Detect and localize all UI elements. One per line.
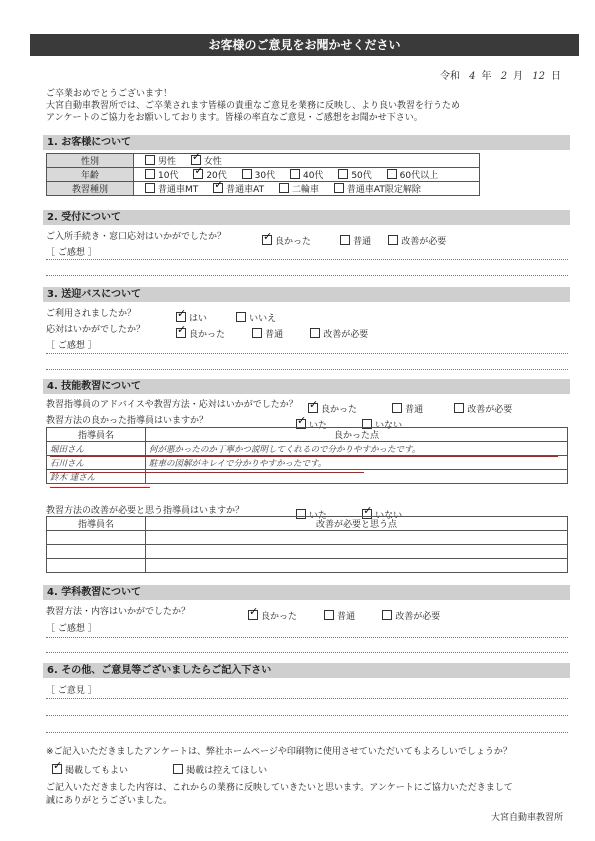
checkbox-checked[interactable] — [176, 328, 186, 338]
publish-note: ※ご記入いただきましたアンケートは、弊社ホームページや印刷物に使用させていただいてもよろしいでしょうか？ — [46, 747, 512, 757]
section-2-header: 2. 受付について — [43, 210, 570, 225]
reception-options — [262, 229, 458, 248]
table-header — [47, 517, 568, 531]
option-label: 普通 — [265, 330, 284, 340]
red-underline — [50, 487, 150, 488]
option-mt[interactable] — [145, 182, 198, 195]
checkbox[interactable] — [382, 610, 392, 620]
intro-line: アンケートのご協力をお願いしております。皆様の率直なご意見・ご感想をお聞かせ下さい。 — [46, 113, 423, 123]
instructor-name[interactable] — [47, 545, 146, 559]
comment-line[interactable] — [46, 353, 568, 354]
col-header-name: 指導員名 — [47, 517, 146, 531]
checkbox[interactable] — [324, 610, 334, 620]
checkbox[interactable] — [387, 169, 397, 179]
instructor-name[interactable]: 鈴木 達さん — [47, 470, 146, 484]
checkbox[interactable] — [310, 328, 320, 338]
intro-line: 大宮自動車教習所では、ご卒業されます皆様の貴重なご意見を業務に反映し、より良い教習を行うため — [46, 101, 461, 111]
gender-row — [47, 154, 480, 168]
skill-advice-question: 教習指導員のアドバイスや教習方法・応対はいかがでしたか？ — [46, 400, 298, 410]
option-label: いない — [375, 421, 403, 431]
bus-comment-label: ［ ご感想 ］ — [46, 341, 97, 351]
checkbox[interactable] — [290, 169, 300, 179]
date-year[interactable]: 4 — [469, 71, 476, 82]
col-header-improve: 改善が必要と思う点 — [146, 517, 568, 531]
option-improve[interactable] — [310, 327, 368, 340]
checkbox-checked[interactable] — [213, 183, 223, 193]
option-normal[interactable] — [324, 609, 355, 622]
option-label: いない — [375, 511, 403, 521]
checkbox-checked[interactable] — [193, 169, 203, 179]
option-label: 30代 — [254, 171, 276, 181]
option-60s[interactable] — [387, 168, 438, 181]
customer-info-table — [46, 153, 480, 196]
option-label: 良かった — [321, 405, 358, 415]
lecture-comment-label: ［ ご感想 ］ — [46, 624, 97, 634]
option-label: 女性 — [203, 157, 222, 167]
intro-text — [46, 88, 566, 124]
form-title: お客様のご意見をお聞かせください — [30, 34, 579, 56]
other-comment-label: ［ ご意見 ］ — [46, 686, 97, 696]
bad-instructor-table — [46, 516, 568, 573]
option-publish-no[interactable] — [173, 763, 267, 776]
checkbox[interactable] — [145, 155, 155, 165]
option-label: 良かった — [275, 237, 312, 247]
red-underline — [50, 472, 364, 473]
thanks-line: 誠にありがとうございました。 — [46, 796, 173, 806]
table-row — [47, 456, 568, 470]
option-label: 普通車MT — [158, 185, 199, 195]
checkbox-checked[interactable] — [176, 312, 186, 322]
section-5-header: 4. 学科教習について — [43, 585, 570, 600]
col-header-name: 指導員名 — [47, 428, 146, 442]
option-label: 40代 — [302, 171, 324, 181]
checkbox[interactable] — [145, 169, 155, 179]
school-name: 大宮自動車教習所 — [490, 813, 563, 823]
improve-point[interactable] — [146, 531, 568, 545]
date-day[interactable]: 12 — [532, 71, 545, 82]
comment-line[interactable] — [46, 259, 568, 260]
red-underline — [50, 456, 558, 457]
option-label: 改善が必要 — [401, 237, 447, 247]
table-header — [47, 428, 568, 442]
instructor-name[interactable] — [47, 559, 146, 573]
option-label: はい — [189, 314, 208, 324]
checkbox[interactable] — [340, 235, 350, 245]
section-3-header: 3. 送迎バスについて — [43, 287, 570, 302]
option-at-release[interactable] — [334, 182, 421, 195]
date-month-label: 月 — [513, 71, 524, 82]
option-label: いた — [309, 421, 328, 431]
checkbox-checked[interactable] — [308, 403, 318, 413]
checkbox[interactable] — [338, 169, 348, 179]
option-improve[interactable] — [388, 234, 446, 247]
row-label: 性別 — [47, 154, 134, 168]
option-improve[interactable] — [382, 609, 440, 622]
option-label: 掲載してもよい — [65, 766, 129, 776]
section-4-header: 4. 技能教習について — [43, 379, 570, 394]
comment-line[interactable] — [46, 637, 568, 638]
age-options — [134, 168, 480, 182]
row-label: 教習種別 — [47, 182, 134, 196]
lecture-options — [248, 604, 452, 623]
option-label: 二輪車 — [291, 185, 319, 195]
option-label: 10代 — [158, 171, 179, 181]
option-40s[interactable] — [290, 168, 323, 181]
option-label: 改善が必要 — [395, 612, 441, 622]
intro-line: ご卒業おめでとうございます！ — [46, 89, 173, 99]
date-day-label: 日 — [551, 71, 561, 82]
reception-question: ご入所手続き・窓口応対はいかがでしたか？ — [46, 232, 227, 242]
bus-service-options — [176, 322, 380, 341]
good-instructor-question: 教習方法の良かった指導員はいますか？ — [46, 416, 209, 426]
option-label: 60代以上 — [399, 171, 439, 181]
comment-line[interactable] — [46, 715, 568, 716]
good-point[interactable]: 何が悪かったのか丁寧かつ説明してくれるので分かりやすかったです。 — [146, 442, 568, 456]
age-row — [47, 168, 480, 182]
option-label: 20代 — [206, 171, 227, 181]
instructor-name[interactable] — [47, 531, 146, 545]
option-label: 掲載は控えてほしい — [186, 766, 268, 776]
option-label: いた — [309, 511, 328, 521]
section-1-header: 1. お客様について — [43, 135, 570, 150]
option-improve[interactable] — [454, 402, 512, 415]
checkbox[interactable] — [392, 403, 402, 413]
option-label: 50代 — [351, 171, 372, 181]
date-year-label: 年 — [481, 71, 492, 82]
option-good[interactable] — [176, 327, 225, 340]
comment-line[interactable] — [46, 369, 568, 370]
option-good[interactable] — [262, 234, 311, 247]
comment-line[interactable] — [46, 275, 568, 276]
checkbox[interactable] — [334, 183, 344, 193]
option-10s[interactable] — [145, 168, 178, 181]
option-at[interactable] — [213, 182, 264, 195]
checkbox[interactable] — [236, 312, 246, 322]
option-label: 普通 — [337, 612, 356, 622]
option-label: 良かった — [261, 612, 298, 622]
bad-instructor-question: 教習方法の改善が必要と思う指導員はいますか？ — [46, 506, 245, 516]
checkbox[interactable] — [388, 235, 398, 245]
option-good[interactable] — [248, 609, 297, 622]
option-30s[interactable] — [242, 168, 275, 181]
option-label: 改善が必要 — [323, 330, 369, 340]
option-label: いいえ — [249, 314, 277, 324]
date-era: 令和 — [439, 71, 460, 82]
comment-line[interactable] — [46, 732, 568, 733]
checkbox[interactable] — [279, 183, 289, 193]
publish-options — [52, 758, 279, 777]
col-header-good: 良かった点 — [146, 428, 568, 442]
thanks-line: ご記入いただきました内容は、これからの業務に反映していきたいと思います。アンケートにご協力いただきまして — [46, 783, 513, 793]
checkbox-checked[interactable] — [262, 235, 272, 245]
date-month[interactable]: 2 — [500, 71, 508, 82]
section-6-header: 6. その他、ご意見等ございましたらご記入下さい — [43, 663, 570, 678]
option-normal[interactable] — [340, 234, 371, 247]
course-row — [47, 182, 480, 196]
date-line — [440, 67, 561, 82]
comment-line[interactable] — [46, 652, 568, 653]
improve-point[interactable] — [146, 559, 568, 573]
option-label: 男性 — [158, 157, 177, 167]
option-bike[interactable] — [279, 182, 319, 195]
option-label: 普通 — [353, 237, 372, 247]
table-row — [47, 559, 568, 573]
checkbox[interactable] — [454, 403, 464, 413]
bus-service-question: 応対はいかがでしたか？ — [46, 325, 146, 335]
table-row — [47, 545, 568, 559]
instructor-name[interactable]: 石川さん — [47, 456, 146, 470]
gender-options — [134, 154, 480, 168]
checkbox[interactable] — [242, 169, 252, 179]
reception-comment-label: ［ ご感想 ］ — [46, 248, 97, 258]
comment-line[interactable] — [46, 698, 568, 699]
course-options — [134, 182, 480, 196]
option-label: 普通 — [405, 405, 424, 415]
option-publish-ok[interactable] — [52, 763, 128, 776]
row-label: 年齢 — [47, 168, 134, 182]
checkbox[interactable] — [252, 328, 262, 338]
improve-point[interactable] — [146, 545, 568, 559]
checkbox-checked[interactable] — [52, 764, 62, 774]
option-50s[interactable] — [338, 168, 371, 181]
table-row — [47, 531, 568, 545]
bus-use-question: ご利用されましたか？ — [46, 309, 137, 319]
checkbox[interactable] — [173, 764, 183, 774]
checkbox-checked[interactable] — [248, 610, 258, 620]
option-label: 改善が必要 — [467, 405, 513, 415]
table-row — [47, 442, 568, 456]
good-point[interactable]: 駐車の図解がキレイで分かりやすかったです。 — [146, 456, 568, 470]
option-normal[interactable] — [252, 327, 283, 340]
option-label: 普通車AT — [226, 185, 265, 195]
option-label: 普通車AT限定解除 — [346, 185, 421, 195]
lecture-question: 教習方法・内容はいかがでしたか？ — [46, 607, 191, 617]
option-male[interactable] — [145, 154, 176, 167]
instructor-name[interactable]: 堀田さん — [47, 442, 146, 456]
checkbox[interactable] — [145, 183, 155, 193]
option-label: 良かった — [189, 330, 226, 340]
